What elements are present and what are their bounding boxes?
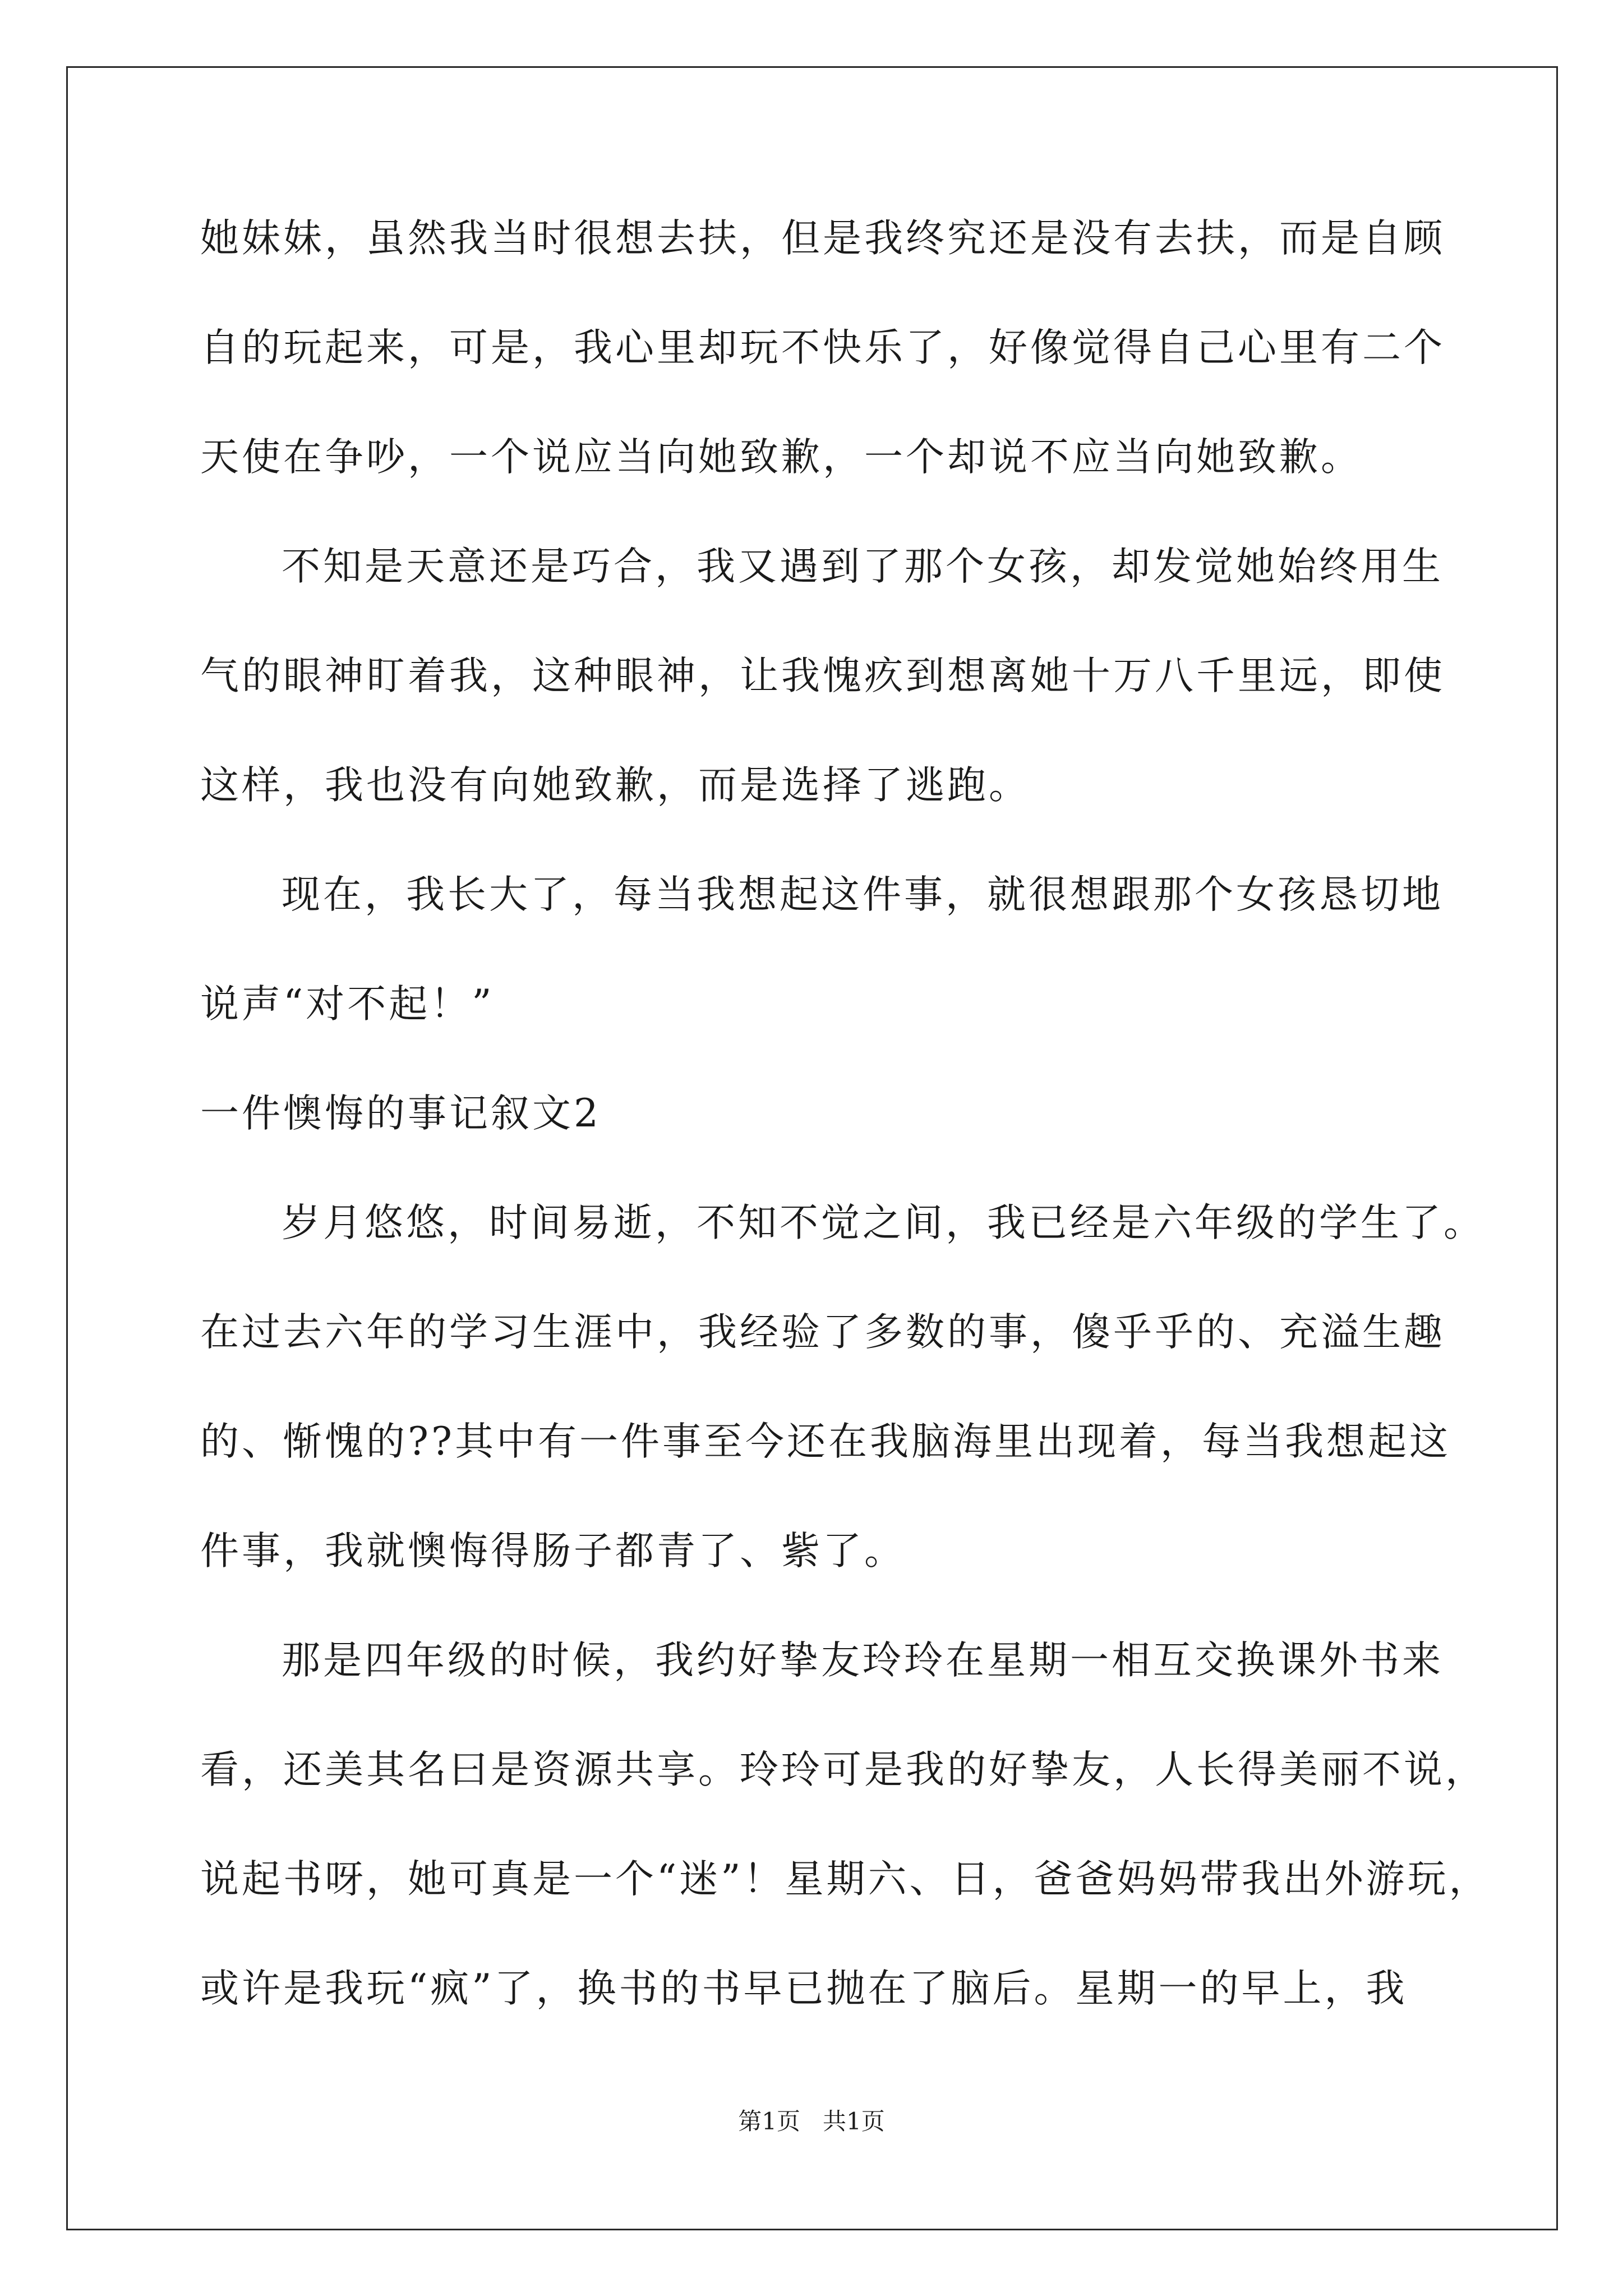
paragraph-first-line: 那是四年级的时候，我约好挚友玲玲在星期一相互交换课外书来 [282, 1638, 1444, 1683]
section-heading: 一件懊悔的事记叙文2 [200, 1091, 601, 1136]
text-line: 自的玩起来，可是，我心里却玩不快乐了，好像觉得自己心里有二个 [200, 325, 1445, 370]
text-line: 或许是我玩“疯”了，换书的书早已抛在了脑后。星期一的早上，我 [200, 1966, 1408, 2011]
text-line: 件事，我就懊悔得肠子都青了、紫了。 [200, 1529, 906, 1573]
text-line: 这样，我也没有向她致歉，而是选择了逃跑。 [200, 763, 1030, 808]
text-line: 的、惭愧的??其中有一件事至今还在我脑海里出现着，每当我想起这 [200, 1419, 1451, 1464]
paragraph-first-line: 现在，我长大了，每当我想起这件事，就很想跟那个女孩恳切地 [282, 872, 1444, 917]
paragraph-first-line: 岁月悠悠，时间易逝，不知不觉之间，我已经是六年级的学生了。 [282, 1200, 1485, 1245]
paragraph-first-line: 不知是天意还是巧合，我又遇到了那个女孩，却发觉她始终用生 [282, 544, 1444, 589]
text-line: 她妹妹，虽然我当时很想去扶，但是我终究还是没有去扶，而是自顾 [200, 216, 1445, 261]
text-line: 说声“对不起！” [200, 982, 495, 1027]
text-line: 天使在争吵，一个说应当向她致歉，一个却说不应当向她致歉。 [200, 435, 1362, 480]
page-border [66, 66, 1558, 2230]
text-line: 说起书呀，她可真是一个“迷”！星期六、日，爸爸妈妈带我出外游玩， [200, 1857, 1491, 1902]
text-line: 看，还美其名曰是资源共享。玲玲可是我的好挚友，人长得美丽不说， [200, 1747, 1487, 1792]
text-line: 在过去六年的学习生涯中，我经验了多数的事，傻乎乎的、充溢生趣 [200, 1310, 1445, 1355]
page-footer: 第1页 共1页 [738, 2108, 885, 2135]
text-line: 气的眼神盯着我，这种眼神，让我愧疚到想离她十万八千里远，即使 [200, 654, 1445, 698]
